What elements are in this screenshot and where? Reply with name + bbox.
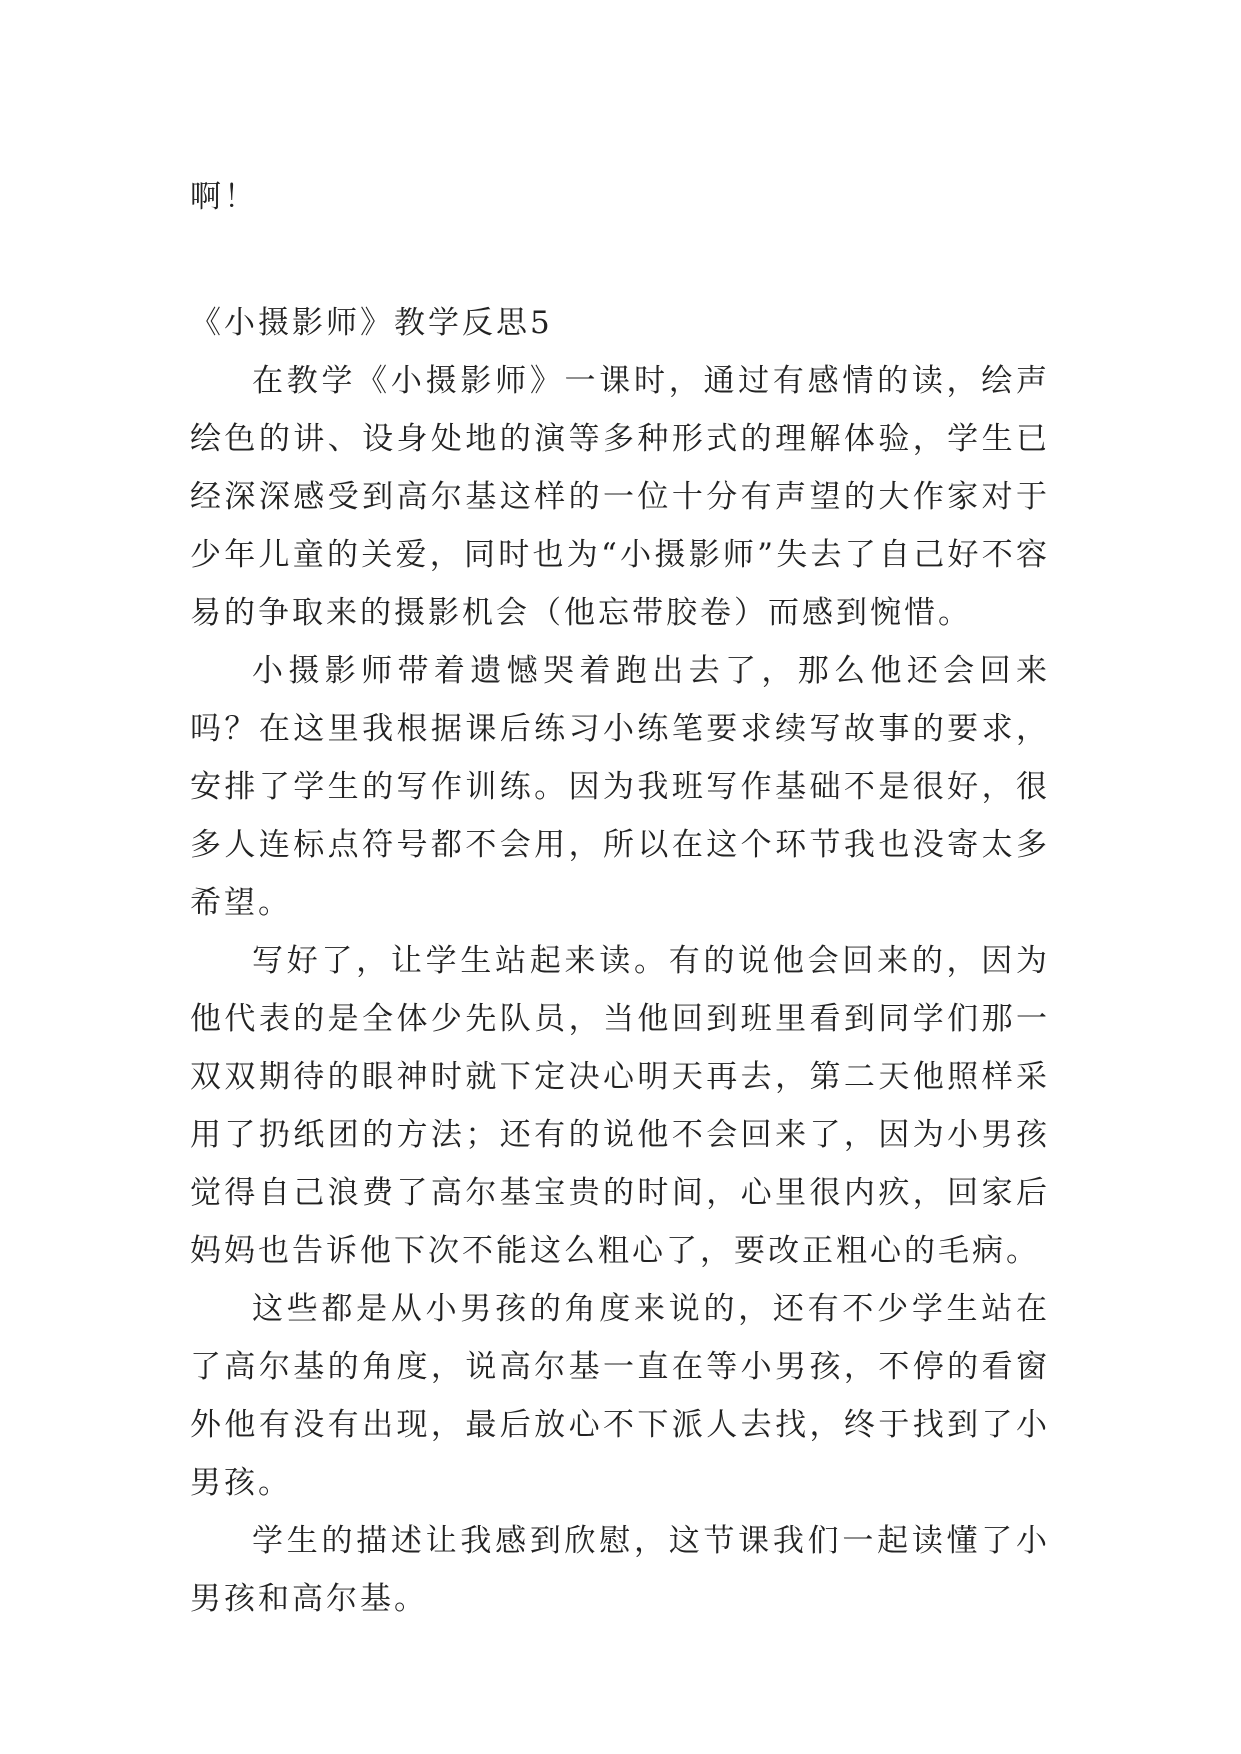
paragraph-2: 小摄影师带着遗憾哭着跑出去了，那么他还会回来吗？在这里我根据课后练习小练笔要求续写故事的要求，安排了学生的写作训练。因为我班写作基础不是很好，很多人连标点符号都不会用，所以在这个环节我也没寄太多希望。 <box>190 653 1050 921</box>
paragraph-5: 学生的描述让我感到欣慰，这节课我们一起读懂了小男孩和高尔基。 <box>190 1523 1050 1617</box>
paragraph-1: 在教学《小摄影师》一课时，通过有感情的读，绘声绘色的讲、设身处地的演等多种形式的理解体验，学生已经深深感受到高尔基这样的一位十分有声望的大作家对于少年儿童的关爱，同时也为“小摄影师”失去了自己好不容易的争取来的摄影机会（他忘带胶卷）而感到惋惜。 <box>190 363 1050 631</box>
section-title: 《小摄影师》教学反思5 <box>190 305 553 341</box>
continued-text-fragment: 啊！ <box>190 179 258 215</box>
paragraph-4: 这些都是从小男孩的角度来说的，还有不少学生站在了高尔基的角度，说高尔基一直在等小男孩，不停的看窗外他有没有出现，最后放心不下派人去找，终于找到了小男孩。 <box>190 1291 1050 1501</box>
document-body <box>190 150 1050 1628</box>
paragraph-3: 写好了，让学生站起来读。有的说他会回来的，因为他代表的是全体少先队员，当他回到班里看到同学们那一双双期待的眼神时就下定决心明天再去，第二天他照样采用了扔纸团的方法；还有的说他不会回来了，因为小男孩觉得自己浪费了高尔基宝贵的时间，心里很内疚，回家后妈妈也告诉他下次不能这么粗心了，要改正粗心的毛病。 <box>190 943 1050 1269</box>
